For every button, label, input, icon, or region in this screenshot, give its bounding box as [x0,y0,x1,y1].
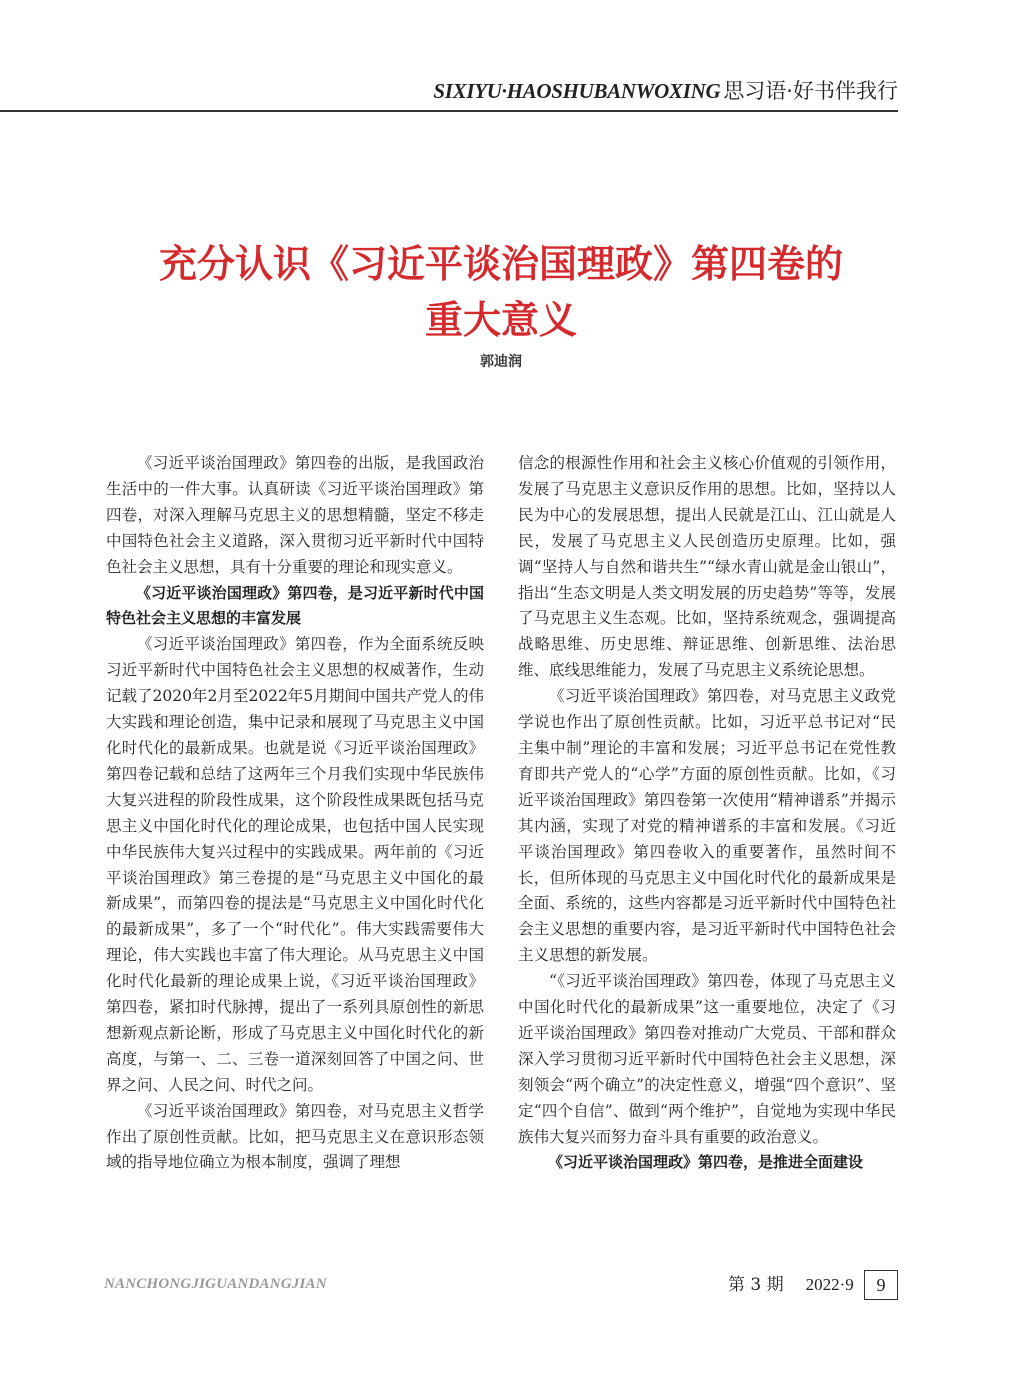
header-pinyin: SIXIYU·HAOSHUBANWOXING [433,79,721,103]
article-author: 郭迪润 [480,354,522,370]
section-heading: 《习近平谈治国理政》第四卷，是推进全面建设 [548,1153,864,1172]
article-title [0,236,1002,348]
paragraph: 《习近平谈治国理政》第四卷，对马克思主义政党学说也作出了原创性贡献。比如，习近平总书记对“民主集中制”理论的丰富和发展；习近平总书记在党性教育即共产党人的“心学”方面的原创性贡献。比如，《习近平谈治国理政》第四卷第一次使用“精神谱系”并揭示其内涵，实现了对党的精神谱系的丰富和发展。《习近平谈治国理政》第四卷收入的重要著作，虽然时间不长，但所体现的马克思主义中国化时代化的最新成果是全面、系统的，这些内容都是习近平新时代中国特色社会主义思想的重要内容，是习近平新时代中国特色社会主义思想的新发展。 [518,687,896,965]
header-title [433,77,898,105]
left-column [106,451,484,1176]
section-heading: 《习近平谈治国理政》第四卷，是习近平新时代中国特色社会主义思想的丰富发展 [106,583,484,628]
article-title-line-1: 充分认识《习近平谈治国理政》第四卷的 [158,241,843,286]
footer-journal-pinyin: NANCHONGJIGUANDANGJIAN [104,1276,327,1292]
header-column-name: 思习语·好书伴我行 [723,79,898,103]
paragraph-continued: 信念的根源性作用和社会主义核心价值观的引领作用，发展了马克思主义意识反作用的思想。比如，坚持以人民为中心的发展思想，提出人民就是江山、江山就是人民，发展了马克思主义人民创造历史原理。比如，强调“坚持人与自然和谐共生”“绿水青山就是金山银山”，指出“生态文明是人类文明发展的历史趋势”等等，发展了马克思主义生态观。比如，坚持系统观念，强调提高战略思维、历史思维、辩证思维、创新思维、法治思维、底线思维能力，发展了马克思主义系统论思想。 [518,454,896,680]
paragraph: 《习近平谈治国理政》第四卷，对马克思主义哲学作出了原创性贡献。比如，把马克思主义在意识形态领域的指导地位确立为根本制度，强调了理想 [106,1101,484,1172]
running-header [0,76,898,112]
footer-issue-info [728,1270,854,1300]
page-number: 9 [864,1270,898,1300]
footer-date: 2022·9 [805,1275,854,1294]
paragraph: 《习近平谈治国理政》第四卷，作为全面系统反映习近平新时代中国特色社会主义思想的权威著作，生动记载了2020年2月至2022年5月期间中国共产党人的伟大实践和理论创造，集中记录和展现了马克思主义中国化时代化的最新成果。也就是说《习近平谈治国理政》第四卷记载和总结了这两年三个月我们实现中华民族伟大复兴进程的阶段性成果，这个阶段性成果既包括马克思主义中国化时代化的理论成果，也包括中国人民实现中华民族伟大复兴过程中的实践成果。两年前的《习近平谈治国理政》第三卷提的是“马克思主义中国化的最新成果”，而第四卷的提法是“马克思主义中国化时代化的最新成果”，多了一个“时代化”。伟大实践需要伟大理论，伟大实践也丰富了伟大理论。从马克思主义中国化时代化最新的理论成果上说，《习近平谈治国理政》第四卷，紧扣时代脉搏，提出了一系列具原创性的新思想新观点新论断，形成了马克思主义中国化时代化的新高度，与第一、二、三卷一道深刻回答了中国之问、世界之问、人民之问、时代之问。 [106,635,484,1094]
footer-issue: 第 3 期 [728,1275,784,1295]
right-column [518,451,896,1176]
paragraph: 《习近平谈治国理政》第四卷的出版，是我国政治生活中的一件大事。认真研读《习近平谈治国理政》第四卷，对深入理解马克思主义的思想精髓，坚定不移走中国特色社会主义道路，深入贯彻习近平新时代中国特色社会主义思想，具有十分重要的理论和现实意义。 [106,454,484,576]
paragraph: “《习近平谈治国理政》第四卷，体现了马克思主义中国化时代化的最新成果”这一重要地位，决定了《习近平谈治国理政》第四卷对推动广大党员、干部和群众深入学习贯彻习近平新时代中国特色社会主义思想，深刻领会“两个确立”的决定性意义，增强“四个意识”、坚定“四个自信”、做到“两个维护”，自觉地为实现中华民族伟大复兴而努力奋斗具有重要的政治意义。 [518,972,896,1146]
article-title-line-2: 重大意义 [424,297,577,342]
